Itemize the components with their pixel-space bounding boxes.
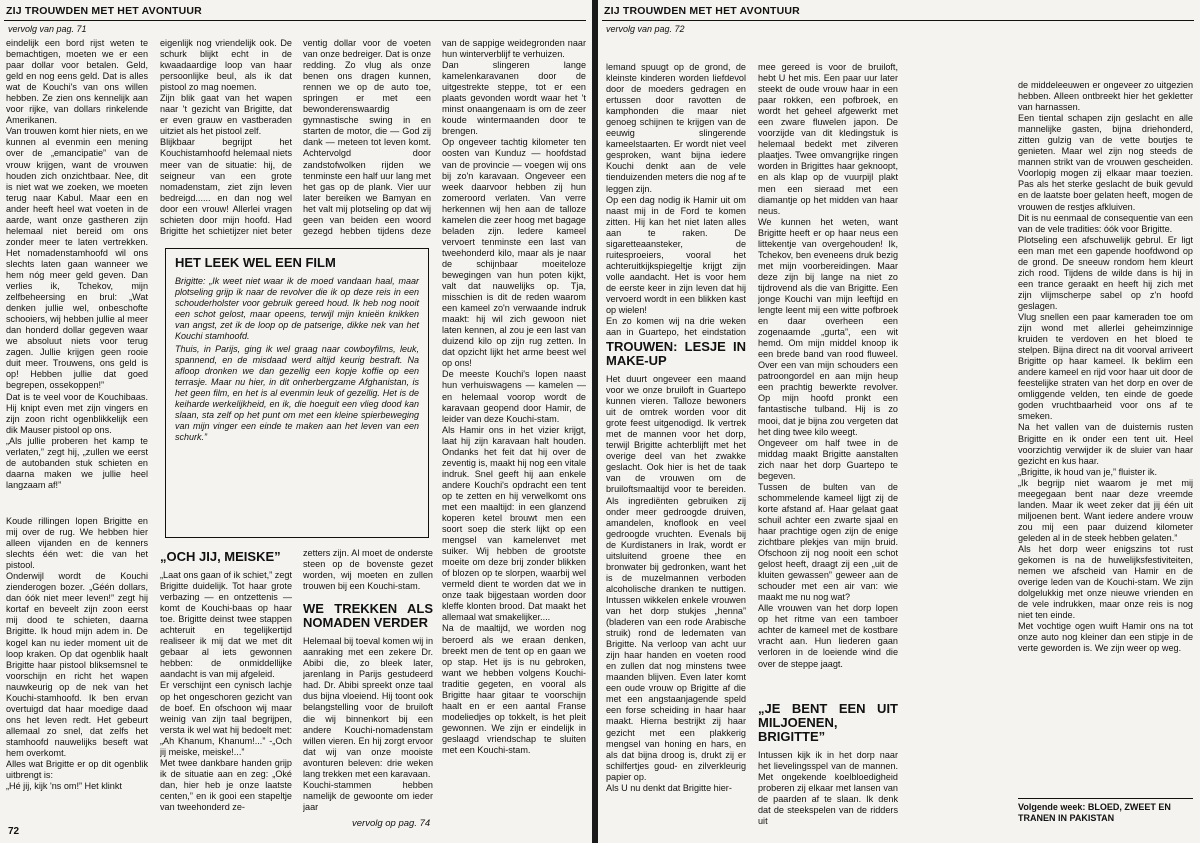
section-heading: „JE BENT EEN UIT MILJOENEN, BRIGITTE” [758, 701, 898, 744]
article-text: mee gereed is voor de bruiloft, hebt U het mis. Een paar uur later steekt de oude vrouw haar in een paar rokken, een pofbroek, en wordt het geheel afgewerkt met een zware fluwelen japon. De voorzijde van dit kledingstuk is helemaal bedekt met zilveren plaatjes. Twee omvangrijke ringen worden in Brigittes haar geknoopt, en als klap op de vuurpijl plakt men een sieraad met een diamantje op het midden van haar neus. We kunnen het weten, want Brigitte heeft er op haar neus een littekentje van overgehouden! Ik, Tchekov, ben eveneens druk bezig met mijn voorbereidingen. Maar deze zijn bij lange na niet zo tijdrovend als die van Brigitte. Een jonge Kouchi van mijn leeftijd en lengte leent mij een witte pofbroek en daar overheen een zogenaamde „gurta”, een wit hemd. Om mijn middel knoop ik een brede band van rood fluweel. Over een van mijn schouders een patroongordel en aan mijn heup een prachtig bewerkte revolver. Op mijn hoofd pronkt een fantastische tulband. Hij is zo mooi, dat je bijna zou vergeten dat het ding twee kilo weegt. Ongeveer om half twee in de middag maakt Brigitte aanstalten zich naar het dorp Guartepo te begeven. Tussen de bulten van de schommelende kameel lijgt zij de korte afstand af. Haar gelaat gaat schuil achter een zwarte sjaal en haar prachtige ogen zijn de enige zichtbare plekjes van mijn bruid. Ofschoon zij nog nooit een schot gelost heeft, draagt zij een „uit de kluiten gewassen” geweer aan de schouder met een air van: wie maakt me nu nog wat? Alle vrouwen van het dorp lopen op het ritme van een tamboer achter de kameel met de kostbare vracht aan. Hun liederen gaan verloren in de loeiende wind die over de steppe jaagt. [758, 62, 898, 669]
section-text: Helemaal bij toeval komen wij in aanraking met een zekere Dr. Abibi die, zo bleek later, jarenlang in Parijs gestudeerd had. Dr. Abibi spreekt onze taal dus bijna vloeiend. Hij toont ook belangstelling voor de bruiloft die wij binnenkort bij een andere Kouchi-nomadenstam willen vieren. En hij zorgt ervoor dat wij van onze mooiste avonturen beleven: drie weken lang trekken met een karavaan. Kouchi-stammen hebben namelijk de gewoonte om ieder jaar [303, 636, 433, 812]
continued-from: vervolg van pag. 71 [8, 24, 87, 34]
header-rule [4, 20, 586, 21]
left-page [0, 0, 592, 843]
article-column-3 [1018, 80, 1193, 790]
page-number: 72 [8, 826, 20, 837]
article-text: eindelijk een bord rijst weten te bemachtigen, moeten we er een paar dollar voor betalen. Geld, geld en nog eens geld. Dat is alles wat de Kouchi's van ons willen hebben. Ze zien ons kennelijk aan voor rijke, van dollars rinkelende Amerikanen. Van trouwen komt hier niets, en we kunnen al evenmin een mening over de „emancipatie” van de vrouw krijgen, want de vrouwen houden zich onzichtbaar. Nee, dit is niet wat we zoeken, we moeten terug naar Kabul. Maar een en ander heeft heel wat voeten in de aarde, want onze gastheren zijn helemaal niet bereid om ons zonder meer te laten vertrekken. Het nomadenstamhoofd wil ons slechts laten gaan wanneer we hem nóg meer geld geven. Dan verlies ik, Tchekov, mijn zelfbeheersing en brul: „Wat denken jullie wel, onbeschofte schooiers, wij hebben jullie al meer dan honderd dollar gegeven waar we absoluut niets voor terug zagen. Jullie krijgen geen rooie duit meer. Trouwens, ons geld is op! Hebben jullie dat goed begrepen, ossekoppen!” Dat is te veel voor de Kouchibaas. Hij knipt even met zijn vingers en zijn zoon richt ogenblikkelijk een dik Mauser pistool op ons. „Als jullie proberen het kamp te verlaten,” zegt hij, „zullen we eerst de autobanden stuk schieten en daarna maken we jullie heel langzaam af!” [6, 38, 148, 490]
section-och-jij [160, 548, 292, 813]
article-column-1b [606, 338, 746, 828]
article-column-2 [160, 38, 292, 238]
article-text: Het duurt ongeveer een maand voor we onze bruiloft in Guartepo kunnen vieren. Talloze bewoners uit de omtrek worden voor dit grote feest uitgenodigd. Ik vertrek met de mannen voor het dorp, terwijl Brigitte achterblijft met het overige deel van het zwakke geslacht. Ook hier is het de taak van de vrouwen om de bruiloftsmaaltijd voor te bereiden. Als ingrediënten gebruiken zij onder meer gedroogde druiven, amandelen, knoflook en veel gedroogde vruchten. Evenals bij de Kurdistaners in Irak, wordt er uitsluitend groene thee en bronwater bij gedronken, want het is de muzelmannen verboden alcoholische dranken te nuttigen. Intussen wikkelen enkele vrouwen van het dorp stukjes „henna” (bladeren van een rode Arabische struik) rond de ledematen van Brigitte. Na verloop van acht uur zijn haar handen en voeten rood en zullen dat nog minstens twee maanden blijven. Even later komt een oude vrouw op Brigitte af die met een angstaanjagende speld een forse scheiding in haar haar maakt. Hierna bestrijkt zij haar gezicht met een plakkerig mengsel van honing en hars, en als dat bijna droog is, drukt zij er schilfertjes goud- en zilverkleurig papier op. Als U nu denkt dat Brigitte hier- [606, 374, 746, 793]
sidebar-box [165, 248, 429, 538]
section-intro: zetters zijn. Al moet de onderste steen op de bovenste gezet worden, wij moeten en zullen trouwen bij een Kouchi-stam. [303, 548, 433, 592]
box-paragraph: Thuis, in Parijs, ging ik wel graag naar cowboyfilms, leuk, spannend, en de misdaad werd altijd keurig bestraft. Na afloop dronken we dan gezellig een kopje koffie op een terrasje. Maar nu hier, in dit onherbergzame Afghanistan, is het geen film, en het is al evenmin leuk of gezellig. Het is de keiharde werkelijkheid, en ik, die hoeguit een vlieg dood kan slaan, sta zelf op het punt om met een kleine spierbeweging van mijn vinger een einde te maken aan het leven van een schurk.” [175, 344, 419, 442]
article-text: de middeleeuwen er ongeveer zo uitgezien hebben. Alleen ontbreekt hier het gekletter van harnassen. Een tiental schapen zijn geslacht en alle mannelijke gasten, bijna driehonderd, zitten gulzig van de vette boutjes te genieten. Maar wel zijn nog steeds de mannen strikt van de vrouwen gescheiden. Voorlopig mogen zij elkaar maar toezien. Pas als het sterke geslacht de buik gevuld en de laatste boer gelaten heeft, mogen de vrouwen de restjes afkluiven. Dit is nu eenmaal de consequentie van een van de vele tradities: óók voor Brigitte. Plotseling een afschuwelijk gebrul. Er ligt een man met een gapende hoofdwond op de grond. De sneeuw rondom hem kleurt zich rood. Tijdens de wilde dans is hij in een trance geraakt en heeft hij zich met zijn vlijmscherpe sabel op z'n hoofd geslagen. Vlug snellen een paar kameraden toe om zijn wond met allerlei geheimzinnige kruiden te verdoven en het bloed te stelpen. Bijna direct na dit voorval arriveert Brigitte op haar kameel. Ik beklim een andere kameel en rijd voor haar uit door de feestelijke straten van het dorp en over de omliggende velden, ten einde de goede goden vruchtbaarheid voor ons af te smeken. Na het vallen van de duisternis rusten Brigitte en ik onder een tent uit. Heel voorzichtig verwijder ik de sluier van haar gezicht en kus haar. „Brigitte, ik houd van je,” fluister ik. „Ik begrijp niet waarom je met mij meegegaan bent naar deze vreemde landen. Maar ik weet zeker dat jij één uit miljoenen bent. Want iedere andere vrouw zou mij een paar duizend kilometer geleden al in de steek hebben gelaten.” Als het dorp weer enigszins tot rust gekomen is na de huwelijksfestiviteiten, nemen we afscheid van Hamir en de overige leden van de Kouchi-stam. We zijn dolgelukkig met onze nieuwe vrienden en de vele indrukken, maar onze reis is nog niet ten einde. Met vochtige ogen wuift Hamir ons na tot onze auto nog kleiner dan een stipje in de verte geworden is. We zijn weer op weg. [1018, 80, 1193, 654]
article-column-1 [6, 38, 148, 508]
section-heading: TROUWEN: LESJE IN MAKE-UP [606, 339, 746, 368]
article-column-1 [606, 62, 746, 337]
article-text: Intussen kijk ik in het dorp naar het lievelingsspel van de mannen. Met ongekende koelbloedigheid proberen zij elkaar met lansen van de paarden af te slaan. Ik denk dat de steekspelen van de ridders uit [758, 750, 898, 827]
article-text: ventig dollar voor de voeten van onze bedreiger. Dat is onze redding. Zo vlug als onze benen ons dragen kunnen, rennen we op de auto toe, springen er met een bewonderenswaardig gymnastische swing in en starten de motor, die — God zij dank — meteen tot leven komt. Achtervolgd door zandstofwolken rijden we tenminste een half uur lang met het gas op de plank. Vier uur later bereiken we Bamyan en het valt mij plotseling op dat wij geen van beiden een woord gezegd hebben tijdens deze [303, 38, 431, 236]
continued-from: vervolg van pag. 72 [606, 24, 685, 34]
article-text: van de sappige weidegronden naar hun winterverblijf te verhuizen. Dan slingeren lange kamelenkaravanen door de uitgestrekte steppe, tot er een plaats gevonden wordt waar het 't minst onaangenaam is om de zeer koude wintermaanden door te brengen. Op ongeveer tachtig kilometer ten oosten van Kunduz — hoofdstad van de provincie — voegen wij ons bij zo'n karavaan. Ongeveer een week daarvoor hebben zij hun zomeroord verlaten. Van verre herkennen wij hen aan de talloze kamelen die zeer hoog met bagage beladen zijn. Iedere kameel vervoert tenminste een last van tweehonderd kilo, maar als je naar de schijnbaar moeiteloze bewegingen van hun poten kijkt, valt dat nauwelijks op. Tja, misschien is dit de reden waarom een kameel zo'n verwaande indruk maakt: hij wil zich gewoon niet laten kennen, al zou je een last van duizend kilo op zijn rug zetten. In dat opzicht lijkt het arme beest wel op ons! De meeste Kouchi's lopen naast hun verhuiswagens — kamelen — en helemaal voorop wordt de karavaan geopend door Hamir, de leider van deze Kouchi-stam. Als Hamir ons in het vizier krijgt, laat hij zijn karavaan halt houden. Ondanks het feit dat hij over de zeventig is, maakt hij nog een vitale indruk. Snel geeft hij aan enkele andere Kouchi's opdracht een tent op te zetten en hij verwelkomt ons met een maaltijd: in een glanzend koperen ketel brouwt men een soort soep die sterk lijkt op een mengsel van kamelenvet met suiker. Wij hebben de grootste moeite om deze brij zonder blikken of blozen op te slorpen, waarbij wel vermeld dient te worden dat we in onze taak bijgestaan worden door kleffe klonten brood. Dat maakt het allemaal wat smakelijker.... Na de maaltijd, we worden nog beroerd als we eraan denken, breekt men de tent op en gaan we op stap. Het ijs is nu gebroken, want we hebben volgens Kouchi-traditie gegeten, en vooral als Brigitte haar gitaar te voorschijn haalt en er een aantal Franse modeliedjes op tokkelt, is het pleit gewonnen. We zijn er eindelijk in geslaagd vriendschap te sluiten met een Kouchi-stam. [442, 38, 586, 755]
box-title: HET LEEK WEL EEN FILM [175, 255, 336, 270]
section-heading: „OCH JIJ, MEISKE” [160, 549, 281, 564]
article-column-3 [303, 38, 431, 238]
article-text: Koude rillingen lopen Brigitte en mij over de rug. We hebben hier alleen vijanden en de kenners slechts één wet: die van het pistool. Onderwijl wordt de Kouchi zienderogen bozer. „Géén dollars, dan óók niet meer leven!” zegt hij kortaf en beveelt zijn zoon eerst mij dood te schieten, daarna Brigitte. Ik houd mijn adem in. De kogel kan nu ieder moment uit de loop kraken. Op dat ogenblik haalt Brigitte haar pistool bliksemsnel te voorschijn en richt het wapen nauwkeurig op de nek van het Kouchi-stamhoofd. Ik ben ervan overtuigd dat haar moedige daad ons het leven redt. Het gebeurt allemaal zo snel, dat zelfs het stamhoofd nauwelijks beseft wat hem overkomt. Alles wat Brigitte er op dit ogenblik uitbrengt is: „Hé jij, kijk 'ns om!” Het klinkt [6, 516, 148, 792]
article-column-4 [442, 38, 586, 808]
continued-to: vervolg op pag. 74 [352, 818, 431, 829]
section-heading: WE TREKKEN ALS NOMADEN VERDER [303, 601, 433, 631]
article-column-2 [758, 62, 898, 682]
article-column-1b [6, 516, 148, 811]
running-head: ZIJ TROUWDEN MET HET AVONTUUR [6, 5, 202, 17]
box-paragraph: Brigitte: „Ik weet niet waar ik de moed vandaan haal, maar plotseling grijp ik naar de revolver die ik op deze reis in een schouderholster voor gebruik gereed houd. Ik heb nog nooit een schot gelost, maar opeens, terwijl mijn knieën knikken van angst, zet ik de loop op de patserige, dikke nek van het Kouchi stamhoofd. [175, 276, 419, 341]
right-page [598, 0, 1200, 843]
section-nomaden [303, 548, 433, 813]
article-text: eigenlijk nog vriendelijk ook. De schurk blijkt echt in de kwaadaardige loop van haar persoonlijke beul, als ik dat pistool zo mag noemen. Zijn blik gaat van het wapen naar 't gezicht van Brigitte, dat er even grauw en vastberaden uitziet als het pistool zelf. Blijkbaar begrijpt het Kouchistamhoofd helemaal niets meer van de situatie: hij, de seigneur van een grote nomadenstam, ziet zijn leven bedreigd...... en dan nog wel door een vrouw! Allerlei vragen schieten door mijn hoofd. Had Brigitte het schietijzer niet beter [160, 38, 292, 236]
section-text: „Laat ons gaan of ik schiet,” zegt Brigitte duidelijk. Tot haar grote verbazing — en ontzettenis — komt de Kouchi-baas op haar toe. Brigitte deinst twee stappen achteruit en tegelijkertijd realiseer ik mij dat we met dit gebaar al iets gewonnen hebben: de onmiddellijke aandacht is van mij afgeleid. Er verschijnt een cynisch lachje op het ongeschoren gezicht van de boef. En ofschoon wij maar weinig van zijn taal begrijpen, versta ik wel wat hij bedoelt met: „Ah Khanum, Khanum!...” -„Och jij meiske, meiske!...” Met twee dankbare handen grijp ik de situatie aan en zeg: „Oké dan, hier heb je onze laatste centen,” en ik gooi een stapeltje van tweehonderd ze- [160, 570, 292, 812]
header-rule [602, 20, 1194, 21]
next-week-teaser: Volgende week: BLOED, ZWEET EN TRANEN IN PAKISTAN [1018, 798, 1193, 824]
running-head: ZIJ TROUWDEN MET HET AVONTUUR [604, 5, 800, 17]
article-column-2b [758, 700, 898, 830]
article-text: lemand spuugt op de grond, de kleinste kinderen worden liefdevol door de moeders gedragen en ertussen door ravotten de kamphonden die maar niet genoeg schijnen te krijgen van de eeuwig slingerende kameelstaarten. Er wordt niet veel gesproken, want bijna iedere Kouchi denkt aan de vele tienduizenden meters die nog af te leggen zijn. Op een dag nodig ik Hamir uit om naast mij in de Ford te komen zitten. Hij kan het niet laten alles aan te raken. De sigaretteaansteker, de ruitesproeiers, vooral het achteruitkijkspiegeltje krijgt zijn volle aandacht. Het is voor hem de eerste keer in zijn leven dat hij vervoerd wordt in een blikken kast op wielen! En zo komen wij na drie weken aan in Guartepo, het eindstation [606, 62, 746, 337]
